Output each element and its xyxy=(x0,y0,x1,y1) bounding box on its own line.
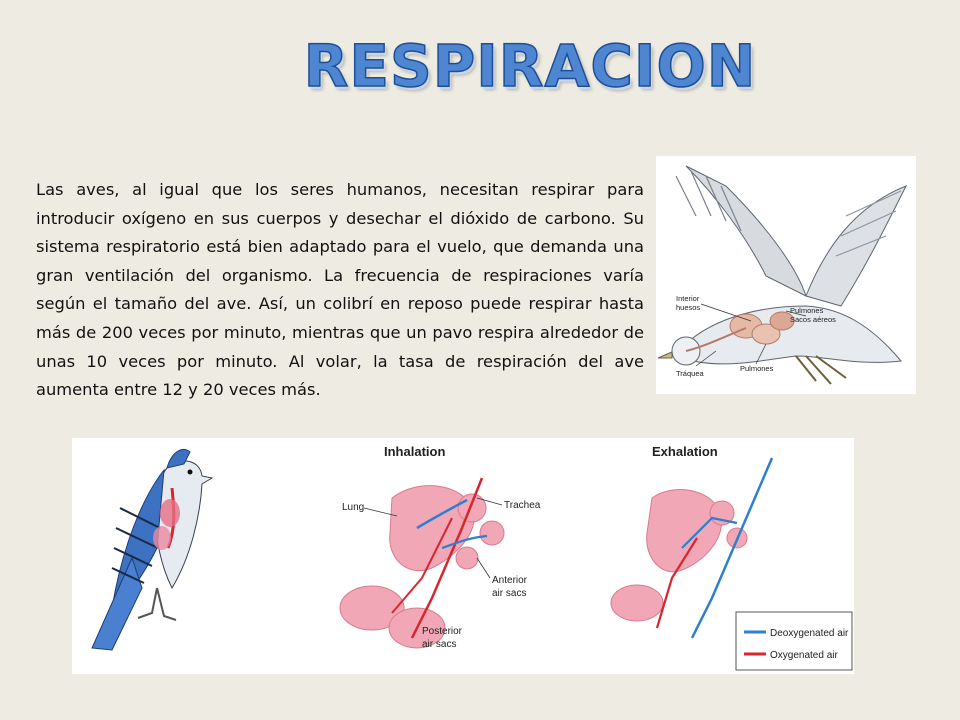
legend xyxy=(736,612,852,670)
legend-oxygenated-label: Oxygenated air xyxy=(770,650,838,661)
label-sacos-aereos: Sacos aéreos xyxy=(790,315,836,324)
label-trachea: Trachea xyxy=(504,500,541,511)
gull-illustration xyxy=(656,156,916,394)
legend-deoxygenated-label: Deoxygenated air xyxy=(770,628,849,639)
label-posterior-air-sacs: air sacs xyxy=(422,639,457,650)
label-traquea: Tráquea xyxy=(676,369,704,378)
label-anterior-air-sacs: air sacs xyxy=(492,588,527,599)
body-paragraph: Las aves, al igual que los seres humanos, necesitan respirar para introducir oxígeno en sus cuerpos y desechar el dióxido de carbono. Su sistema respiratorio está bien adaptado para el vuelo, que demanda una gran ventilación del organismo. La frecuencia de respiraciones varía según el tamaño del ave. Así, un colibrí en reposo puede respirar hasta más de 200 veces por minuto, mientras que un pavo respira alrededor de unas 10 veces por minuto. Al volar, la tasa de respiración del ave aumenta entre 12 y 20 veces más. xyxy=(36,180,644,400)
exhalation-heading: Exhalation xyxy=(652,444,718,459)
slide-title: RESPIRACION xyxy=(303,32,757,100)
inhalation-lung-diagram xyxy=(340,478,504,648)
label-posterior: Posterior xyxy=(422,626,463,637)
gull-respiratory-figure xyxy=(656,156,916,394)
exhalation-lung-diagram xyxy=(611,458,772,638)
label-pulmones-top: Pulmones xyxy=(790,306,824,315)
label-anterior: Anterior xyxy=(492,575,528,586)
breathing-diagram xyxy=(72,438,854,674)
label-huesos: huesos xyxy=(676,303,701,312)
label-pulmones-bottom: Pulmones xyxy=(740,364,774,373)
breathing-diagram-figure xyxy=(72,438,854,674)
blue-jay-illustration xyxy=(92,449,212,650)
label-interior: Interior xyxy=(676,294,700,303)
inhalation-heading: Inhalation xyxy=(384,444,446,459)
label-lung: Lung xyxy=(342,502,365,513)
